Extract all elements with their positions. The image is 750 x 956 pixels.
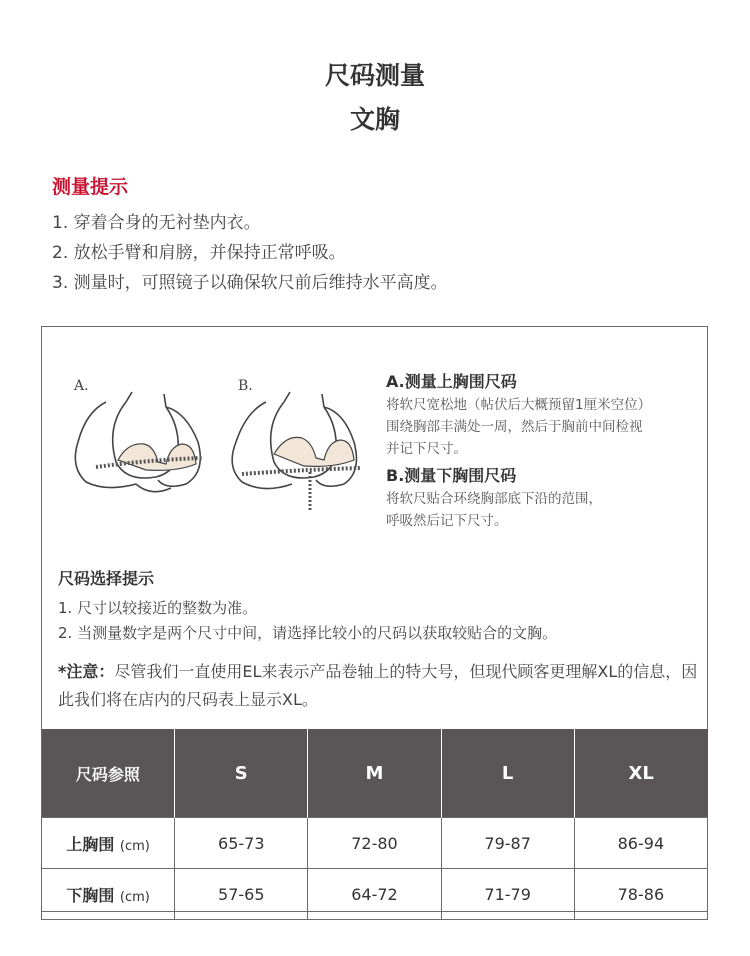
illustration-label-b: B. (238, 378, 253, 394)
note-text: 尽管我们一直使用EL来表示产品卷轴上的特大号，但现代顾客更理解XL的信息，因此我们将在店内的尺码表上显示XL。 (58, 662, 698, 709)
measurement-illustration (66, 372, 366, 532)
page-title: 尺码测量 (324, 61, 425, 90)
bra-b (274, 437, 354, 466)
table-cell: 86-94 (574, 818, 707, 869)
tip-item: 1. 穿着合身的无衬垫内衣。 (52, 213, 261, 233)
table-cell: 65-73 (175, 818, 308, 869)
table-cell: 78-86 (574, 869, 707, 920)
measure-b-line: 将软尺贴合环绕胸部底下沿的范围， (386, 491, 602, 507)
table-header-cell: XL (574, 729, 707, 818)
table-cell: 72-80 (308, 818, 441, 869)
selection-item: 1. 尺寸以较接近的整数为准。 (58, 599, 258, 617)
size-table (41, 729, 708, 920)
illustration-label-a: A. (74, 378, 89, 394)
tape-b (242, 468, 360, 474)
table-cell: 64-72 (308, 869, 441, 920)
table-header-cell: S (175, 729, 308, 818)
figure-a (75, 392, 200, 492)
tips-list (52, 208, 448, 298)
table-header-row (42, 729, 708, 818)
tip-item: 3. 测量时，可照镜子以确保软尺前后维持水平高度。 (52, 273, 448, 293)
row-label: 上胸围 (cm) (42, 818, 175, 869)
note-label: *注意： (58, 662, 115, 681)
table-cell: 57-65 (175, 869, 308, 920)
table-cell: 71-79 (441, 869, 574, 920)
tips-heading: 测量提示 (52, 176, 129, 198)
measure-a-line: 将软尺宽松地（帖伏后大概预留1厘米空位） (386, 397, 652, 413)
table-header-cell: L (441, 729, 574, 818)
measure-b-line: 呼吸然后记下尺寸。 (386, 513, 508, 529)
page-subtitle: 文胸 (349, 105, 400, 134)
measure-a-title: A.测量上胸围尺码 (386, 372, 517, 391)
row-label: 下胸围 (cm) (42, 869, 175, 920)
selection-heading: 尺码选择提示 (58, 569, 155, 588)
table-header-cell: M (308, 729, 441, 818)
selection-list (58, 596, 557, 646)
table-row (42, 818, 708, 869)
measure-a-line: 并记下尺寸。 (386, 441, 467, 457)
note (58, 658, 703, 714)
table-cell: 79-87 (441, 818, 574, 869)
measure-a-line: 围绕胸部丰满处一周，然后于胸前中间检视 (386, 419, 643, 435)
tip-item: 2. 放松手臂和肩膀，并保持正常呼吸。 (52, 243, 346, 263)
measure-b-title: B.测量下胸围尺码 (386, 466, 517, 485)
table-header-cell: 尺码参照 (42, 729, 175, 818)
table-row (42, 869, 708, 920)
measurement-instructions (386, 370, 706, 532)
selection-item: 2. 当测量数字是两个尺寸中间，请选择比较小的尺码以获取较贴合的文胸。 (58, 624, 558, 642)
